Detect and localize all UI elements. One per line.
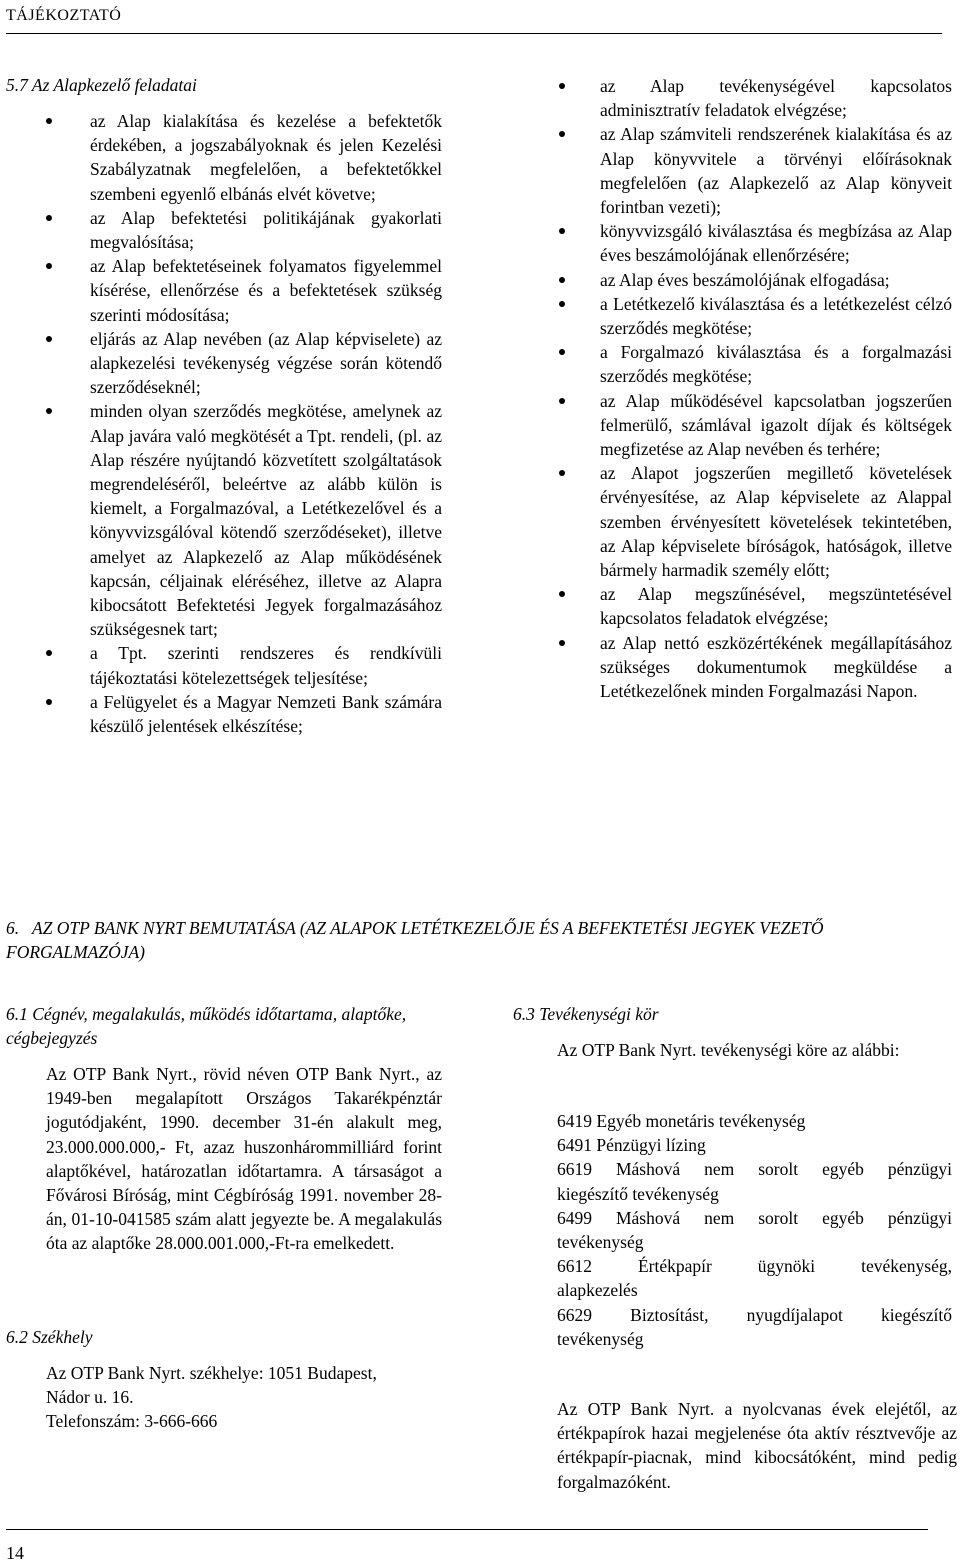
section-6-1-text: Az OTP Bank Nyrt., rövid néven OTP Bank Nyrt., az 1949-ben megalapított Országos Takarékpénztár jogutódjaként, 1990. december 31-én alakult meg, 23.000.000.000,- Ft, azaz huszonhárommilliárd forint alaptőkével, határozatlan időtartamra. A társaságot a Fővárosi Bíróság, mint Cégbíróság 1991. november 28-án, 01-10-041585 szám alatt jegyezte be. A megalakulás óta az alaptőke 28.000.001.000,-Ft-ra emelkedett. xyxy=(46,1064,442,1254)
section-6-title-line1: AZ OTP BANK NYRT BEMUTATÁSA (AZ ALAPOK LETÉTKEZELŐJE ÉS A BEFEKTETÉSI JEGYEK VEZETŐ xyxy=(32,918,824,938)
list-item: eljárás az Alap nevében (az Alap képviselete) az alapkezelési tevékenység végzése során kötendő szerződéseknél; xyxy=(52,327,442,400)
page-number: 14 xyxy=(6,1543,24,1563)
list-item: az Alap tevékenységével kapcsolatos adminisztratív feladatok elvégzése; xyxy=(557,74,952,122)
activity-code-line: 6612 Értékpapír ügynöki tevékenység, xyxy=(557,1256,952,1277)
list-item: az Alap működésével kapcsolatban jogszerűen felmerülő, számlával igazolt díjak és költségek megfizetése az Alap nevében és terhére; xyxy=(557,389,952,462)
section-6-2-heading: 6.2 Székhely xyxy=(6,1327,93,1347)
list-item: a Tpt. szerinti rendszeres és rendkívüli tájékoztatási kötelezettségek teljesítése; xyxy=(52,641,442,689)
phone-number: Telefonszám: 3-666-666 xyxy=(46,1411,218,1432)
list-item: az Alap befektetéseinek folyamatos figyelemmel kísérése, ellenőrzése és a befektetések szükség szerinti módosítása; xyxy=(52,254,442,327)
activity-code-line: 6629 Biztosítást, nyugdíjalapot kiegészítő xyxy=(557,1304,952,1325)
activity-continuation: alapkezelés xyxy=(557,1280,638,1301)
list-item xyxy=(557,1133,952,1157)
list-item: a Felügyelet és a Magyar Nemzeti Bank számára készülő jelentések elkészítése; xyxy=(52,690,442,738)
activity-continuation: tevékenység xyxy=(557,1328,644,1349)
section-6-number: 6. xyxy=(6,918,20,938)
section-6-heading xyxy=(6,916,946,964)
list-item: az Alap éves beszámolójának elfogadása; xyxy=(557,268,952,292)
list-item: az Alapot jogszerűen megillető követelések érvényesítése, az Alap képviselete az Alappal szemben érvényesített követelések tekintetében, az Alap képviselete bíróságok, hatóságok, illetve bármely harmadik személy előtt; xyxy=(557,461,952,582)
list-item: könyvvizsgáló kiválasztása és megbízása az Alap éves beszámolójának ellenőrzésére; xyxy=(557,219,952,267)
list-item xyxy=(557,1157,952,1205)
list-item: a Forgalmazó kiválasztása és a forgalmazási szerződés megkötése; xyxy=(557,340,952,388)
section-6-2-address xyxy=(46,1361,446,1434)
address-line-1: Az OTP Bank Nyrt. székhelye: 1051 Budapest, xyxy=(46,1363,377,1383)
footer-divider xyxy=(6,1529,928,1530)
list-item xyxy=(557,1303,952,1351)
activity-continuation: tevékenység xyxy=(557,1232,644,1253)
duties-list-left xyxy=(52,109,442,738)
list-item xyxy=(557,1254,952,1302)
list-item: a Letétkezelő kiválasztása és a letétkezelést célzó szerződés megkötése; xyxy=(557,292,952,340)
activity-code-line: 6419 Egyéb monetáris tevékenység xyxy=(557,1111,806,1131)
activity-list xyxy=(557,1109,952,1351)
activity-code-line: 6619 Máshová nem sorolt egyéb pénzügyi xyxy=(557,1159,952,1180)
section-6-title-line2: FORGALMAZÓJA) xyxy=(6,942,146,962)
list-item: az Alap kialakítása és kezelése a befektetők érdekében, a jogszabályoknak és jelen Kezelési Szabályzatnak megfelelően, a befektetőkkel szembeni egyenlő elbánás elvét követve; xyxy=(52,109,442,206)
section-5-7-right-column xyxy=(557,74,952,703)
list-item: az Alap megszűnésével, megszüntetésével kapcsolatos feladatok elvégzése; xyxy=(557,582,952,630)
section-6-1-heading: 6.1 Cégnév, megalakulás, működés időtartama, alaptőke, cégbejegyzés xyxy=(6,1004,407,1049)
activity-code-line: 6499 Máshová nem sorolt egyéb pénzügyi xyxy=(557,1207,952,1228)
list-item: az Alap nettó eszközértékének megállapításához szükséges dokumentumok megküldése a Letétkezelőnek minden Forgalmazási Napon. xyxy=(557,631,952,704)
activity-continuation: kiegészítő tevékenység xyxy=(557,1183,719,1204)
list-item xyxy=(557,1206,952,1254)
section-6-3-heading: 6.3 Tevékenységi kör xyxy=(513,1004,659,1024)
section-6-3-closing: Az OTP Bank Nyrt. a nyolcvanas évek elejétől, az értékpapírok hazai megjelenése óta aktív résztvevője az értékpapír-piacnak, mind kibocsátóként, mind pedig forgalmazóként. xyxy=(557,1399,957,1492)
address-line-2: Nádor u. 16. xyxy=(46,1387,134,1408)
section-5-7-left-column xyxy=(52,109,442,738)
document-header: TÁJÉKOZTATÓ xyxy=(6,7,122,24)
list-item: az Alap számviteli rendszerének kialakítása és az Alap könyvvitele a törvényi előírásoknak megfelelően (az Alapkezelő az Alap könyveit forintban vezeti); xyxy=(557,122,952,219)
section-6-3-intro: Az OTP Bank Nyrt. tevékenységi köre az alábbi: xyxy=(557,1040,900,1060)
activity-code-line: 6491 Pénzügyi lízing xyxy=(557,1135,706,1156)
duties-list-right xyxy=(557,74,952,703)
list-item: az Alap befektetési politikájának gyakorlati megvalósítása; xyxy=(52,206,442,254)
header-divider xyxy=(6,33,942,34)
list-item: minden olyan szerződés megkötése, amelynek az Alap javára való megkötését a Tpt. rendeli, (pl. az Alap részére nyújtandó közvetített szolgáltatások megrendeléséről, beleértve az alább külön is kiemelt, a Forgalmazóval, a Letétkezelővel és a könyvvizsgálóval kötendő szerződéseket), illetve amelyet az Alapkezelő az Alap működésének kapcsán, céljainak eléréséhez, illetve az Alapra kibocsátott Befektetési Jegyek forgalmazásához szükségesnek tart; xyxy=(52,399,442,641)
list-item xyxy=(557,1109,952,1133)
section-5-7-heading: 5.7 Az Alapkezelő feladatai xyxy=(6,75,197,95)
